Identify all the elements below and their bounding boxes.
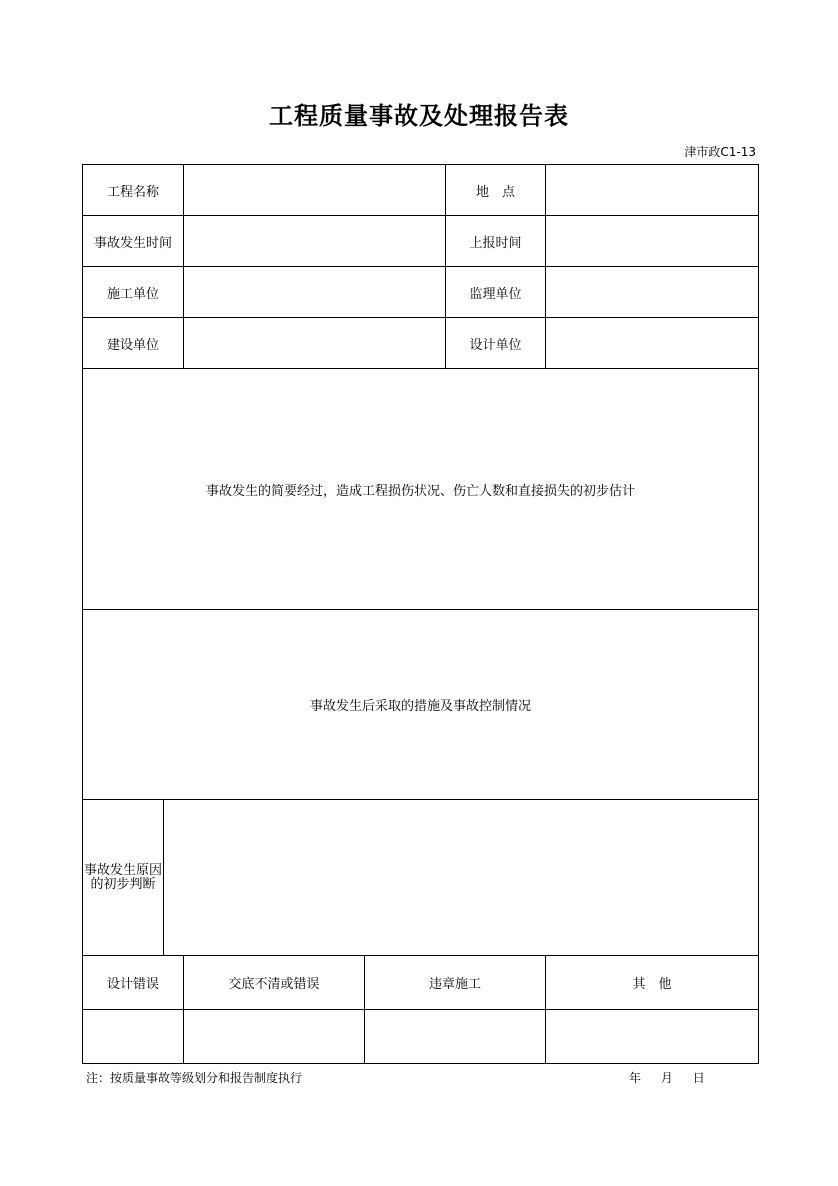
- report-time-value[interactable]: [546, 216, 759, 267]
- location-value[interactable]: [546, 165, 759, 216]
- supervision-unit-label: 监理单位: [446, 267, 546, 318]
- measures-label: 事故发生后采取的措施及事故控制情况: [310, 699, 532, 714]
- other-label: 其 他: [546, 956, 759, 1010]
- row-cause-values: [83, 1010, 759, 1064]
- construction-unit-value[interactable]: [184, 267, 446, 318]
- design-unit-label: 设计单位: [446, 318, 546, 369]
- row-cause-types: [83, 956, 759, 1010]
- page-title: 工程质量事故及处理报告表: [269, 102, 569, 130]
- other-value[interactable]: [546, 1010, 759, 1064]
- report-time-label: 上报时间: [446, 216, 546, 267]
- violation-label: 违章施工: [365, 956, 546, 1010]
- row-accident-time: [83, 216, 759, 267]
- row-measures: [83, 610, 759, 800]
- brief-section[interactable]: [83, 369, 759, 610]
- row-construction-unit: [83, 267, 759, 318]
- form-code: 津市政C1-13: [684, 145, 756, 159]
- date-month: 月: [660, 1071, 673, 1085]
- accident-time-label: 事故发生时间: [83, 216, 184, 267]
- design-unit-value[interactable]: [546, 318, 759, 369]
- supervision-unit-value[interactable]: [546, 267, 759, 318]
- row-owner-unit: [83, 318, 759, 369]
- date-year: 年: [629, 1071, 642, 1085]
- owner-unit-label: 建设单位: [83, 318, 184, 369]
- location-label: 地 点: [446, 165, 546, 216]
- construction-unit-label: 施工单位: [83, 267, 184, 318]
- footer-date: [629, 1069, 721, 1086]
- brief-label: 事故发生的简要经过，造成工程损伤状况、伤亡人数和直接损失的初步估计: [206, 483, 636, 499]
- accident-time-value[interactable]: [184, 216, 446, 267]
- violation-value[interactable]: [365, 1010, 546, 1064]
- date-day: 日: [692, 1071, 705, 1085]
- project-name-label: 工程名称: [83, 165, 184, 216]
- measures-section[interactable]: [83, 610, 759, 800]
- footer-note: 注：按质量事故等级划分和报告制度执行: [86, 1071, 303, 1085]
- project-name-value[interactable]: [184, 165, 446, 216]
- cause-label: 事故发生原因的初步判断: [83, 800, 164, 956]
- design-error-value[interactable]: [83, 1010, 184, 1064]
- row-cause: [83, 800, 759, 956]
- row-brief: [83, 369, 759, 610]
- report-form-table: [82, 164, 759, 1064]
- design-error-label: 设计错误: [83, 956, 184, 1010]
- handover-error-value[interactable]: [184, 1010, 365, 1064]
- row-project-name: [83, 165, 759, 216]
- handover-error-label: 交底不清或错误: [184, 956, 365, 1010]
- cause-value[interactable]: [164, 800, 759, 956]
- owner-unit-value[interactable]: [184, 318, 446, 369]
